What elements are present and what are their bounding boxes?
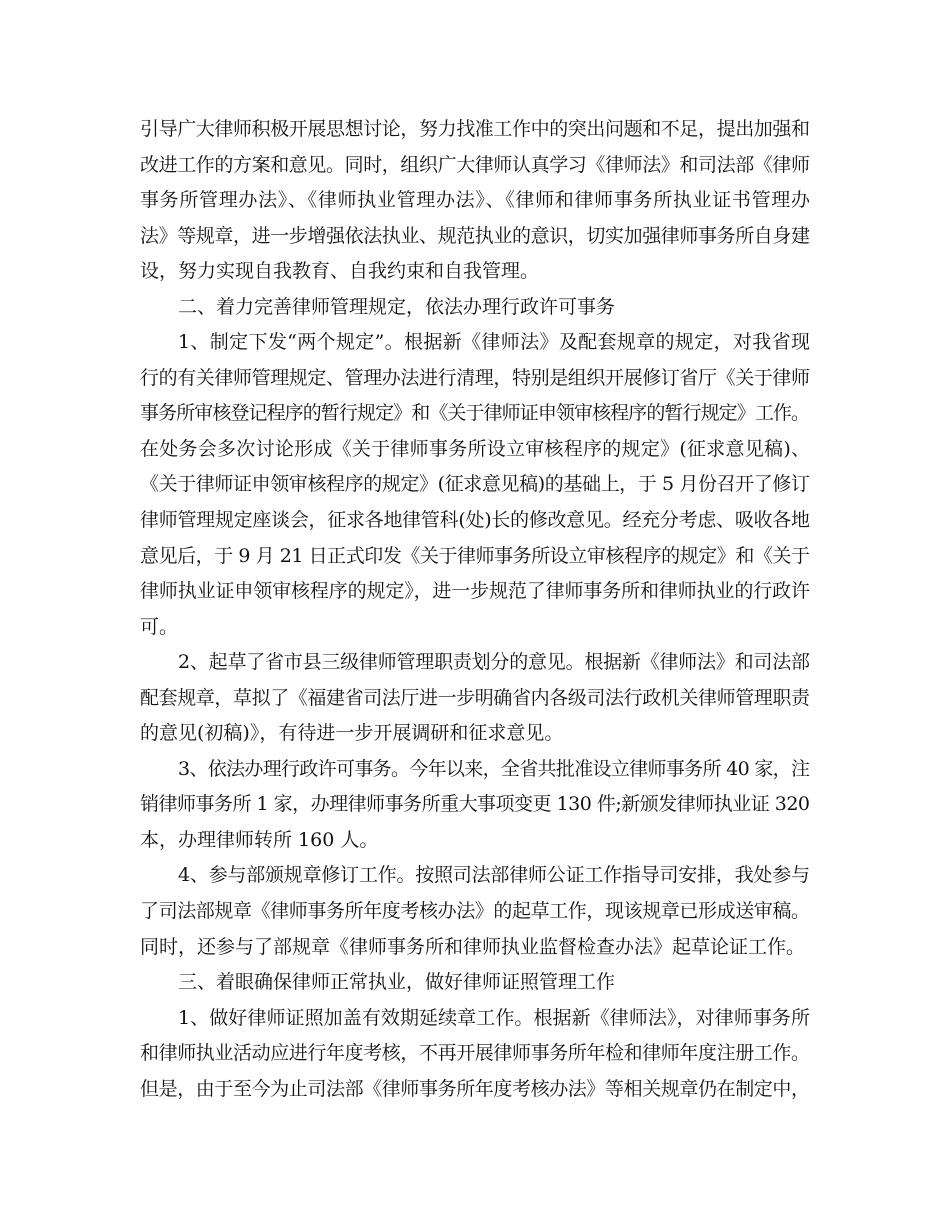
text-line: 本，办理律师转所 160 人。 bbox=[140, 828, 379, 851]
text-line: 的意见(初稿)》，有待进一步开展调研和征求意见。 bbox=[140, 722, 564, 745]
text-line: 行的有关律师管理规定、管理办法进行清理，特别是组织开展修订省厅《关于律师 bbox=[140, 366, 810, 389]
document-body bbox=[140, 112, 810, 1107]
numbered-paragraph bbox=[140, 645, 810, 752]
text-line: 3、依法办理行政许可事务。今年以来，全省共批准设立律师事务所 40 家，注 bbox=[178, 757, 810, 780]
text-line: 和律师执业活动应进行年度考核，不再开展律师事务所年检和律师年度注册工作。 bbox=[140, 1042, 810, 1065]
numbered-paragraph bbox=[140, 752, 810, 859]
text-line: 可。 bbox=[140, 615, 179, 638]
numbered-paragraph bbox=[140, 325, 810, 645]
text-line: 1、做好律师证照加盖有效期延续章工作。根据新《律师法》，对律师事务所 bbox=[178, 1006, 811, 1029]
text-line: 意见后，于 9 月 21 日正式印发《关于律师事务所设立审核程序的规定》和《关于 bbox=[140, 544, 810, 567]
text-line: 《关于律师证申领审核程序的规定》(征求意见稿)的基础上，于 5 月份召开了修订 bbox=[140, 473, 810, 496]
text-line: 2、起草了省市县三级律师管理职责划分的意见。根据新《律师法》和司法部 bbox=[178, 651, 810, 674]
text-line: 但是，由于至今为止司法部《律师事务所年度考核办法》等相关规章仍在制定中， bbox=[140, 1077, 810, 1100]
numbered-paragraph bbox=[140, 858, 810, 965]
text-line: 同时，还参与了部规章《律师事务所和律师执业监督检查办法》起草论证工作。 bbox=[140, 935, 806, 958]
text-line: 事务所审核登记程序的暂行规定》和《关于律师证申领审核程序的暂行规定》工作。 bbox=[140, 402, 810, 425]
text-line: 在处务会多次讨论形成《关于律师事务所设立审核程序的规定》(征求意见稿)、 bbox=[140, 437, 811, 460]
text-line: 事务所管理办法》、《律师执业管理办法》、《律师和律师事务所执业证书管理办 bbox=[140, 189, 811, 212]
section-heading-text: 三、着眼确保律师正常执业，做好律师证照管理工作 bbox=[178, 971, 616, 994]
paragraph-continued bbox=[140, 112, 810, 290]
section-heading bbox=[140, 965, 810, 1001]
section-heading bbox=[140, 290, 810, 326]
numbered-paragraph bbox=[140, 1001, 810, 1108]
text-line: 法》等规章，进一步增强依法执业、规范执业的意识，切实加强律师事务所自身建 bbox=[140, 224, 810, 247]
text-line: 了司法部规章《律师事务所年度考核办法》的起草工作，现该规章已形成送审稿。 bbox=[140, 900, 810, 923]
text-line: 设，努力实现自我教育、自我约束和自我管理。 bbox=[140, 260, 540, 283]
text-line: 配套规章，草拟了《福建省司法厅进一步明确省内各级司法行政机关律师管理职责 bbox=[140, 686, 810, 709]
text-line: 1、制定下发“两个规定”。根据新《律师法》及配套规章的规定，对我省现 bbox=[178, 331, 811, 354]
text-line: 销律师事务所 1 家，办理律师事务所重大事项变更 130 件;新颁发律师执业证 320 bbox=[140, 793, 810, 816]
text-line: 4、参与部颁规章修订工作。按照司法部律师公证工作指导司安排，我处参与 bbox=[178, 864, 810, 887]
section-heading-text: 二、着力完善律师管理规定，依法办理行政许可事务 bbox=[178, 295, 616, 318]
text-line: 律师管理规定座谈会，征求各地律管科(处)长的修改意见。经充分考虑、吸收各地 bbox=[140, 509, 810, 532]
text-line: 改进工作的方案和意见。同时，组织广大律师认真学习《律师法》和司法部《律师 bbox=[140, 153, 810, 176]
text-line: 引导广大律师积极开展思想讨论，努力找准工作中的突出问题和不足，提出加强和 bbox=[140, 118, 810, 140]
text-line: 律师执业证申领审核程序的规定》，进一步规范了律师事务所和律师执业的行政许 bbox=[140, 580, 810, 603]
